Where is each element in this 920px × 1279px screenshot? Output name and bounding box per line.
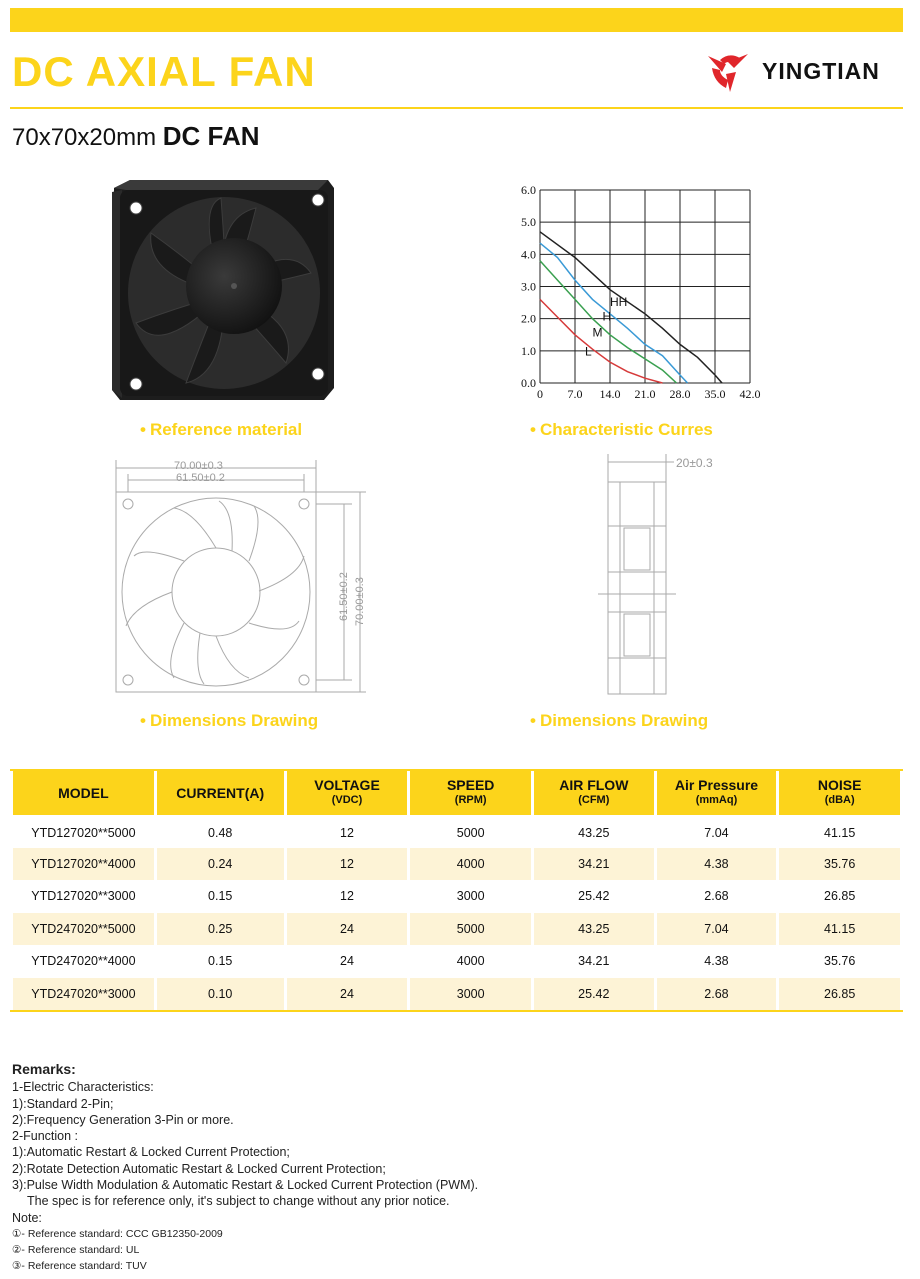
- table-cell: 43.25: [534, 815, 654, 848]
- column-header-unit: (dBA): [824, 794, 855, 806]
- table-row: [13, 815, 900, 848]
- y-tick-label: 2.0: [521, 311, 536, 326]
- table-cell: 12: [287, 815, 408, 848]
- remarks-disclaimer: The spec is for reference only, it's subject to change without any prior notice.: [27, 1194, 450, 1209]
- product-subtitle: [12, 121, 260, 152]
- column-header-unit: (VDC): [331, 794, 363, 806]
- column-header: [287, 771, 408, 815]
- header-divider: [10, 107, 903, 109]
- table-cell: 7.04: [657, 913, 777, 946]
- column-header-unit: (mmAq): [695, 794, 738, 806]
- reference-standard-3: ③- Reference standard: TUV: [12, 1259, 147, 1272]
- series-label-h: H: [602, 309, 612, 324]
- table-cell: 2.68: [657, 978, 777, 1011]
- table-cell: 34.21: [534, 848, 654, 881]
- remarks-line: 1-Electric Characteristics:: [12, 1080, 154, 1095]
- table-cell: 24: [340, 954, 354, 969]
- table-cell: 0.24: [157, 848, 284, 881]
- table-cell: 0.15: [208, 889, 233, 904]
- column-header: [410, 771, 531, 815]
- table-cell: 0.48: [157, 815, 284, 848]
- table-cell: 4000: [410, 848, 531, 881]
- caption-characteristic-curves: • Characteristic Curres: [530, 420, 713, 440]
- x-tick-label: 0: [537, 387, 543, 401]
- front-hole-width-label: 61.50±0.2: [176, 472, 225, 484]
- x-tick-label: 21.0: [634, 387, 656, 401]
- table-cell: 0.10: [157, 978, 284, 1011]
- remarks-line: 2-Function :: [12, 1129, 79, 1144]
- table-cell: 5000: [410, 913, 531, 946]
- spec-table: [10, 769, 903, 1012]
- table-cell: 43.25: [534, 913, 654, 946]
- table-cell: 4.38: [657, 848, 777, 881]
- column-header-label: NOISE: [817, 777, 862, 793]
- table-cell: YTD127020**3000: [31, 889, 136, 904]
- column-header-unit: (CFM): [578, 794, 610, 806]
- table-cell: 3000: [410, 978, 531, 1011]
- table-cell: YTD247020**3000: [13, 978, 154, 1011]
- y-tick-label: 6.0: [521, 183, 536, 197]
- table-cell: 12: [287, 848, 408, 881]
- characteristic-chart-svg: [504, 180, 774, 405]
- table-row: [13, 978, 900, 1011]
- y-tick-label: 3.0: [521, 279, 536, 294]
- table-cell: YTD247020**5000: [13, 913, 154, 946]
- x-tick-label: 42.0: [739, 387, 761, 401]
- caption-dimensions-side: • Dimensions Drawing: [530, 711, 708, 731]
- page-title: DC AXIAL FAN: [12, 48, 316, 95]
- series-label-hh: HH: [610, 294, 628, 309]
- y-tick-label: 0.0: [521, 376, 536, 390]
- reference-standard-1: ①- Reference standard: CCC GB12350-2009: [12, 1227, 223, 1240]
- column-header: [779, 771, 900, 815]
- column-header-label: VOLTAGE: [314, 777, 380, 793]
- series-line-l: [540, 299, 663, 383]
- table-cell: 0.15: [208, 954, 233, 969]
- table-cell: 2.68: [704, 889, 729, 904]
- remarks-line: 2):Rotate Detection Automatic Restart & Locked Current Protection;: [12, 1161, 386, 1176]
- table-body: [13, 815, 900, 1010]
- column-header-label: SPEED: [446, 777, 495, 793]
- caption-dimensions-front: • Dimensions Drawing: [140, 711, 318, 731]
- y-tick-label: 4.0: [521, 247, 536, 262]
- table-cell: 35.76: [824, 954, 856, 969]
- column-header: [534, 771, 654, 815]
- front-outer-height-label: 70.00±0.3: [354, 577, 366, 626]
- table-cell: 12: [340, 889, 354, 904]
- front-dimensions-drawing: [104, 456, 384, 701]
- series-label-l: L: [585, 344, 592, 359]
- remarks-title: Remarks:: [12, 1061, 76, 1077]
- y-tick-label: 1.0: [521, 343, 536, 358]
- table-cell: 26.85: [779, 978, 900, 1011]
- remarks-line: 1):Automatic Restart & Locked Current Protection;: [12, 1145, 290, 1160]
- table-cell: 3000: [456, 889, 485, 904]
- top-yellow-bar: [10, 8, 903, 32]
- x-tick-label: 7.0: [567, 387, 583, 401]
- table-cell: 35.76: [779, 848, 900, 881]
- series-label-m: M: [592, 325, 603, 340]
- column-header-label: MODEL: [58, 784, 109, 801]
- table-cell: 41.15: [779, 913, 900, 946]
- fan-photo: [106, 178, 336, 403]
- column-header-unit: (RPM): [454, 794, 487, 806]
- remarks-line: 2):Frequency Generation 3-Pin or more.: [12, 1112, 234, 1127]
- table-cell: 0.25: [157, 913, 284, 946]
- table-cell: YTD127020**4000: [13, 848, 154, 881]
- front-outer-width-label: 70.00±0.3: [174, 460, 223, 472]
- remarks-section: [12, 1061, 478, 1274]
- column-header: [13, 771, 154, 815]
- table-cell: 24: [287, 913, 408, 946]
- table-cell: 34.21: [578, 954, 610, 969]
- side-depth-label: 20±0.3: [676, 456, 713, 470]
- brand-name: YINGTIAN: [762, 58, 880, 84]
- y-tick-label: 5.0: [521, 215, 536, 230]
- table-cell: 26.85: [824, 889, 856, 904]
- table-cell: 25.42: [534, 978, 654, 1011]
- table-cell: 4000: [456, 954, 485, 969]
- table-cell: 41.15: [779, 815, 900, 848]
- table-header-row: [13, 771, 900, 815]
- side-dimensions-drawing: [596, 452, 746, 702]
- front-hole-height-label: 61.50±0.2: [338, 572, 350, 621]
- column-header: [157, 771, 284, 815]
- column-header: [657, 771, 777, 815]
- table-cell: 25.42: [578, 889, 610, 904]
- subtitle-size: 70x70x20mm: [12, 124, 157, 151]
- table-row: [13, 945, 900, 978]
- column-header-label: AIR FLOW: [559, 777, 629, 793]
- yingtian-logo-icon: [704, 50, 754, 94]
- caption-reference-material: • Reference material: [140, 420, 302, 440]
- table-row: [13, 913, 900, 946]
- x-tick-label: 14.0: [599, 387, 621, 401]
- table-cell: 4.38: [704, 954, 729, 969]
- table-cell: 7.04: [657, 815, 777, 848]
- reference-standard-2: ②- Reference standard: UL: [12, 1243, 140, 1256]
- brand-logo: [704, 50, 904, 94]
- table-cell: YTD127020**5000: [13, 815, 154, 848]
- x-tick-label: 35.0: [704, 387, 726, 401]
- table-cell: 24: [287, 978, 408, 1011]
- series-line-h: [540, 243, 688, 383]
- subtitle-type: DC FAN: [162, 121, 260, 151]
- x-tick-label: 28.0: [669, 387, 691, 401]
- remarks-line: 1):Standard 2-Pin;: [12, 1096, 114, 1111]
- table-cell: 5000: [410, 815, 531, 848]
- column-header-label: Air Pressure: [674, 777, 759, 793]
- remarks-line: 3):Pulse Width Modulation & Automatic Restart & Locked Current Protection (PWM).: [12, 1178, 479, 1193]
- characteristic-chart: [504, 180, 774, 405]
- remarks-note-label: Note:: [12, 1210, 42, 1225]
- table-row: [13, 880, 900, 913]
- table-row: [13, 848, 900, 881]
- table-cell: YTD247020**4000: [31, 954, 136, 969]
- column-header-label: CURRENT(A): [176, 784, 265, 801]
